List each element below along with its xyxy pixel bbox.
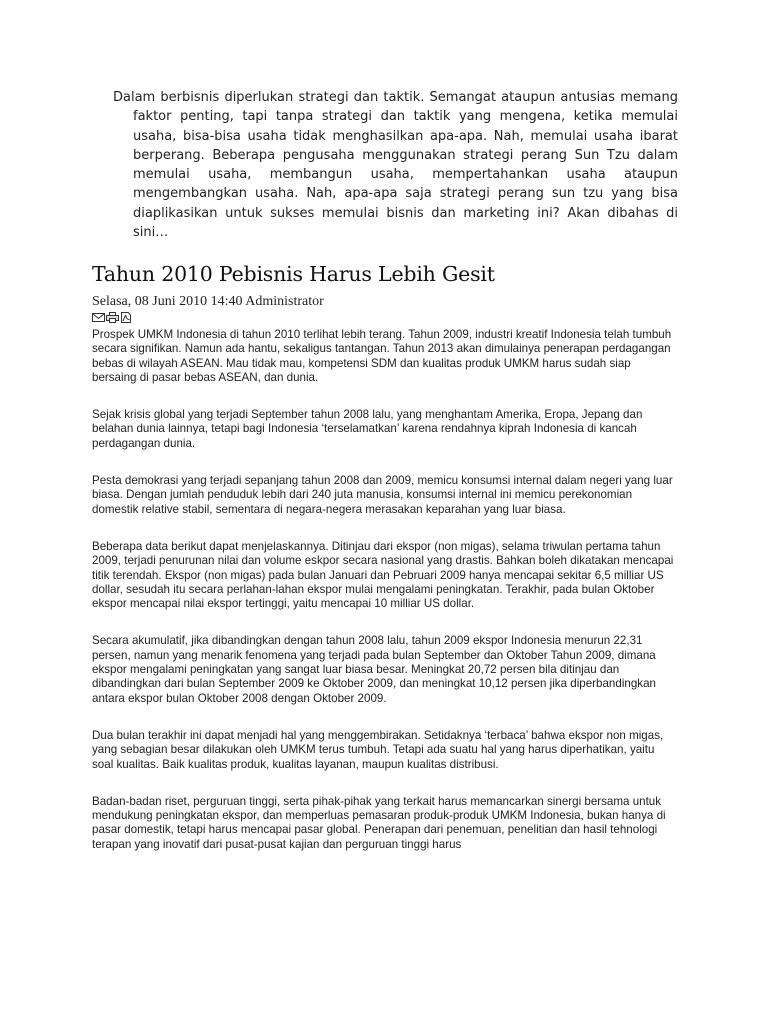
- pdf-icon[interactable]: [120, 312, 132, 323]
- intro-paragraph: [113, 88, 678, 242]
- body-paragraph: Secara akumulatif, jika dibandingkan dengan tahun 2008 lalu, tahun 2009 ekspor Indonesia menurun 22,31 persen, namun yang menarik fenomena yang terjadi pada bulan September dan Oktober Tahun 2009, dimana ekspor mengalami peningkatan yang sangat luar biasa besar. Meningkat 20,72 persen bila ditinjau dan dibandingkan dari bulan September 2009 ke Oktober 2009, dan meningkat 10,12 persen jika diperbandingkan antara ekspor bulan Oktober 2008 dengan Oktober 2009.: [92, 634, 656, 705]
- body-paragraph: Dua bulan terakhir ini dapat menjadi hal yang menggembirakan. Setidaknya ‘terbaca’ bahwa ekspor non migas, yang sebagian besar dilakukan oleh UMKM terus tumbuh. Tetapi ada suatu hal yang harus diperhatikan, yaitu soal kualitas. Baik kualitas produk, kualitas layanan, maupun kualitas distribusi.: [92, 728, 664, 771]
- body-paragraph: Pesta demokrasi yang terjadi sepanjang tahun 2008 dan 2009, memicu konsumsi internal dalam negeri yang luar biasa. Dengan jumlah penduduk lebih dari 240 juta manusia, konsumsi internal ini memicu perekonomian domestik relative stabil, sementara di negara-negera merasakan keparahan yang luar biasa.: [92, 474, 673, 516]
- body-paragraph: Sejak krisis global yang terjadi September tahun 2008 lalu, yang menghantam Amerika, Eropa, Jepang dan belahan dunia lainnya, tetapi bagi Indonesia ‘terselamatkan’ karena rendahnya kiprah Indonesia di kancah perdagangan dunia.: [92, 408, 643, 450]
- body-paragraph: Beberapa data berikut dapat menjelaskannya. Ditinjau dari ekspor (non migas), selama triwulan pertama tahun 2009, terjadi penurunan nilai dan volume eskpor secara nasional yang drastis. Bahkan boleh dikatakan mencapai titik terendah. Ekspor (non migas) pada bulan Januari dan Pebruari 2009 hanya mencapai sekitar 6,5 milliar US dollar, sesudah itu secara perlahan-lahan ekspor mulai mengalami peningkatan. Terakhir, pada bulan Oktober ekspor mencapai nilai ekspor tertinggi, yaitu mencapai 10 milliar US dollar.: [92, 539, 674, 611]
- article-body: [92, 328, 677, 852]
- article-toolbar: [92, 312, 132, 323]
- print-icon[interactable]: [106, 312, 119, 323]
- body-paragraph: Badan-badan riset, perguruan tinggi, serta pihak-pihak yang terkait harus memancarkan sinergi bersama untuk mendukung peningkatan ekspor, dan memperluas pemasaran produk-produk UMKM Indonesia, bukan hanya di pasar domestik, tetapi harus mencapai pasar global. Penerapan dari penemuan, penelitian dan hasil tehnologi terapan yang inovatif dari pusat-pusat kajian dan perguruan tinggi harus: [92, 794, 666, 851]
- email-icon[interactable]: [92, 312, 105, 323]
- article-meta: Selasa, 08 Juni 2010 14:40 Administrator: [92, 294, 324, 309]
- article-title: Tahun 2010 Pebisnis Harus Lebih Gesit: [92, 262, 495, 286]
- intro-text: Dalam berbisnis diperlukan strategi dan taktik. Semangat ataupun antusias memang faktor penting, tapi tanpa strategi dan taktik yang mengena, ketika memulai usaha, bisa-bisa usaha tidak menghasilkan apa-apa. Nah, memulai usaha ibarat berperang. Beberapa pengusaha menggunakan strategi perang Sun Tzu dalam memulai usaha, membangun usaha, mempertahankan usaha ataupun mengembangkan usaha. Nah, apa-apa saja strategi perang sun tzu yang bisa diaplikasikan untuk sukses memulai bisnis dan marketing ini? Akan dibahas di sini…: [113, 90, 678, 241]
- body-paragraph: Prospek UMKM Indonesia di tahun 2010 terlihat lebih terang. Tahun 2009, industri kreatif Indonesia telah tumbuh secara signifikan. Namun ada hantu, sekaligus tantangan. Tahun 2013 akan dimulainya penerapan perdagangan bebas di wilayah ASEAN. Mau tidak mau, kompetensi SDM dan kualitas produk UMKM harus sudah siap bersaing di pasar bebas ASEAN, dan dunia.: [92, 328, 672, 384]
